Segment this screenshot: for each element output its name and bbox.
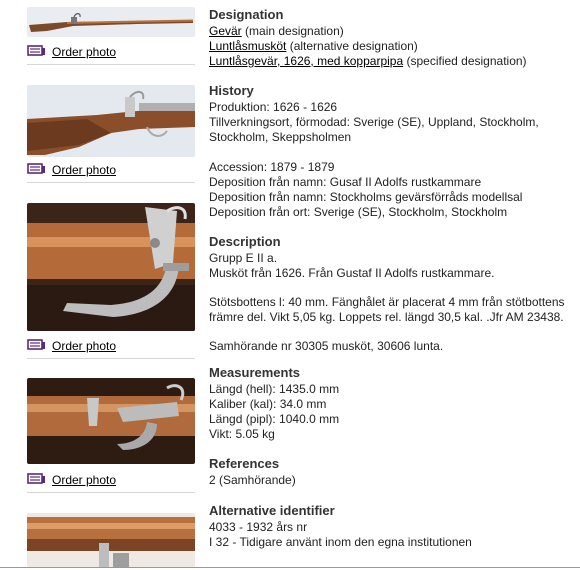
order-cart-icon[interactable] bbox=[27, 44, 46, 58]
order-photo-link[interactable]: Order photo bbox=[52, 45, 117, 59]
musket-lock-photo[interactable] bbox=[27, 203, 195, 331]
designation-main: Gevär (main designation) bbox=[209, 24, 344, 38]
alternative-identifier-line: I 32 - Tidigare använt inom den egna institutionen bbox=[209, 535, 472, 549]
designation-alternative-link[interactable]: Luntlåsmusköt bbox=[209, 39, 287, 53]
order-photo-row-4 bbox=[27, 472, 195, 493]
references-value: 2 (Samhörande) bbox=[209, 473, 296, 487]
order-photo-link[interactable]: Order photo bbox=[52, 473, 117, 487]
section-heading: History bbox=[209, 83, 254, 98]
section-heading: Alternative identifier bbox=[209, 503, 335, 518]
description-line: främre del. Vikt 5,05 kg. Loppets rel. längd 30,5 kal. .Jfr AM 23438. bbox=[209, 310, 564, 324]
designation-specified-link[interactable]: Luntlåsgevär, 1626, med kopparpipa bbox=[209, 54, 404, 68]
section-heading: References bbox=[209, 456, 280, 471]
history-section bbox=[209, 83, 579, 220]
history-deposition: Deposition från namn: Gusaf II Adolfs rustkammare bbox=[209, 175, 482, 189]
history-place-cont: Stockholm, Skeppsholmen bbox=[209, 130, 352, 144]
designation-section bbox=[209, 7, 579, 69]
description-line: Stötsbottens l: 40 mm. Fänghålet är placerat 4 mm från stötbottens bbox=[209, 295, 565, 309]
measurement-item: Kaliber (kal): 34.0 mm bbox=[209, 397, 327, 411]
measurements-section bbox=[209, 365, 579, 442]
history-deposition: Deposition från ort: Sverige (SE), Stockholm, Stockholm bbox=[209, 205, 508, 219]
musket-lock-side-photo[interactable] bbox=[27, 378, 195, 464]
references-section bbox=[209, 456, 579, 488]
designation-main-link[interactable]: Gevär bbox=[209, 24, 242, 38]
history-place: Tillverkningsort, förmodad: Sverige (SE), Uppland, Stockholm, bbox=[209, 115, 539, 129]
musket-stock-photo[interactable] bbox=[27, 85, 195, 157]
order-photo-link[interactable]: Order photo bbox=[52, 163, 117, 177]
measurement-item: Längd (hell): 1435.0 mm bbox=[209, 382, 340, 396]
section-heading: Measurements bbox=[209, 365, 301, 380]
section-heading: Designation bbox=[209, 7, 284, 22]
description-line: Musköt från 1626. Från Gustaf II Adolfs rustkammare. bbox=[209, 266, 495, 280]
musket-barrel-photo[interactable] bbox=[27, 513, 195, 567]
order-cart-icon[interactable] bbox=[27, 338, 46, 352]
order-cart-icon[interactable] bbox=[27, 162, 46, 176]
designation-alternative: Luntlåsmusköt (alternative designation) bbox=[209, 39, 418, 53]
order-photo-link[interactable]: Order photo bbox=[52, 339, 117, 353]
measurement-item: Längd (pipl): 1040.0 mm bbox=[209, 412, 340, 426]
history-accession: Accession: 1879 - 1879 bbox=[209, 160, 335, 174]
order-photo-row-2 bbox=[27, 162, 195, 183]
history-deposition: Deposition från namn: Stockholms gevärsförråds modellsal bbox=[209, 190, 523, 204]
history-production: Produktion: 1626 - 1626 bbox=[209, 100, 338, 114]
order-cart-icon[interactable] bbox=[27, 472, 46, 486]
order-photo-row-3 bbox=[27, 338, 195, 359]
alternative-identifier-line: 4033 - 1932 års nr bbox=[209, 520, 308, 534]
alternative-identifier-section bbox=[209, 503, 579, 550]
measurement-item: Vikt: 5.05 kg bbox=[209, 427, 275, 441]
description-line: Grupp E II a. bbox=[209, 251, 278, 265]
description-line: Samhörande nr 30305 musköt, 30606 lunta. bbox=[209, 339, 444, 353]
description-section bbox=[209, 234, 579, 354]
window-bottom-border bbox=[0, 567, 580, 568]
order-photo-row-1 bbox=[27, 44, 195, 65]
designation-specified: Luntlåsgevär, 1626, med kopparpipa (specified designation) bbox=[209, 54, 527, 68]
section-heading: Description bbox=[209, 234, 281, 249]
musket-full-photo[interactable] bbox=[27, 7, 195, 37]
